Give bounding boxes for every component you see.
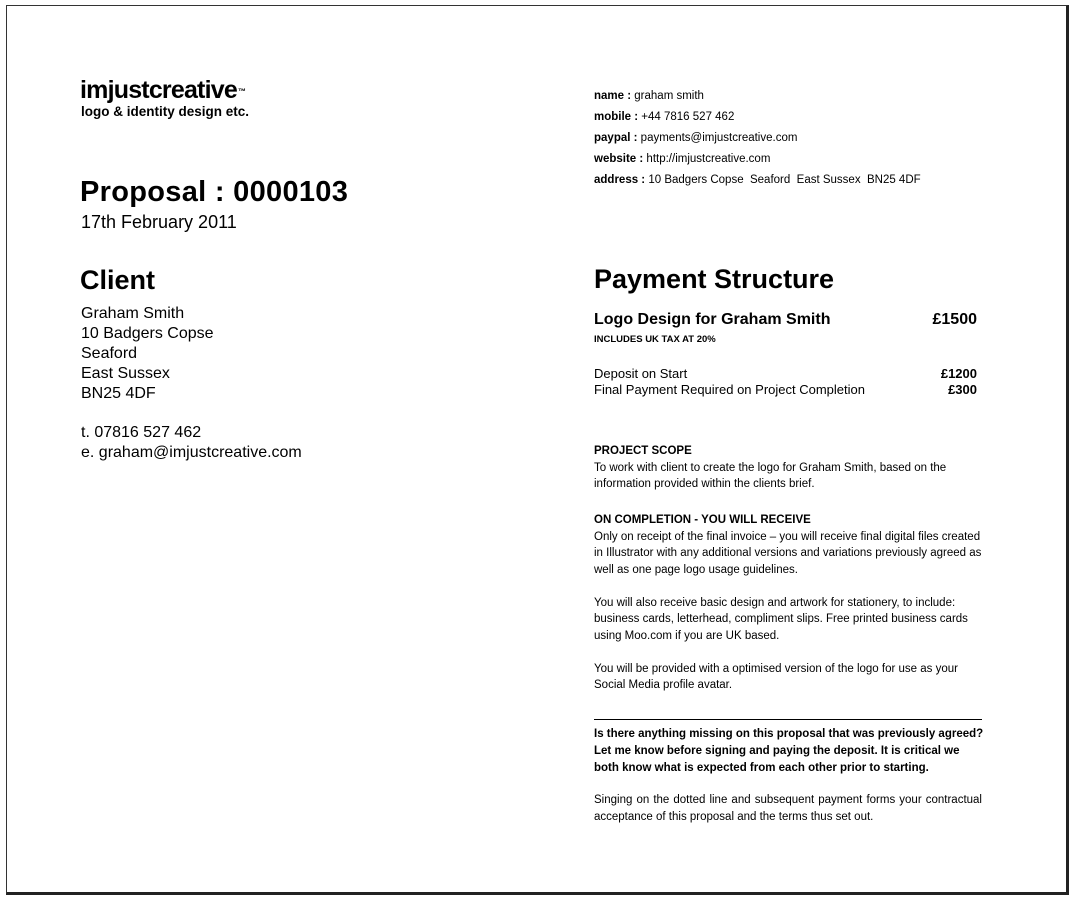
contact-value: payments@imjustcreative.com — [640, 132, 798, 144]
signing-note: Singing on the dotted line and subsequent payment forms your contractual acceptance of this proposal and the terms thus set out. — [594, 794, 982, 823]
tax-note: INCLUDES UK TAX AT 20% — [594, 334, 716, 345]
client-address-line: East Sussex — [81, 365, 170, 382]
contact-label: name : — [594, 90, 632, 102]
brand-logo — [80, 75, 246, 105]
client-email: e. graham@imjustcreative.com — [81, 444, 302, 461]
contact-website — [594, 149, 921, 170]
payment-line-amount: £1200 — [940, 366, 977, 381]
contact-value: http://imjustcreative.com — [646, 153, 771, 165]
completion-paragraph: You will be provided with a optimised version of the logo for use as your Social Media profile avatar. — [594, 662, 958, 691]
payment-item — [594, 310, 977, 330]
client-contact — [81, 423, 302, 463]
contact-address — [594, 170, 921, 191]
completion-heading: ON COMPLETION - YOU WILL RECEIVE — [594, 514, 811, 526]
payment-line-label: Deposit on Start — [594, 366, 688, 381]
client-address-line: Seaford — [81, 345, 138, 362]
contact-details — [594, 86, 921, 191]
proposal-title: Proposal : 0000103 — [80, 176, 349, 208]
payment-line-final — [594, 382, 977, 398]
payment-item-price: £1500 — [932, 311, 977, 328]
contact-value: 10 Badgers Copse Seaford East Sussex BN25 4DF — [648, 174, 921, 186]
client-address — [81, 304, 214, 404]
payment-line-deposit — [594, 366, 977, 382]
client-heading: Client — [80, 265, 156, 295]
missing-items-note: Is there anything missing on this proposal that was previously agreed? Let me know before signing and paying the deposit. It is critical we both know what is expected from each other prior to starting. — [594, 728, 984, 774]
contact-label: website : — [594, 153, 644, 165]
payment-line-amount: £300 — [948, 382, 977, 397]
contact-paypal — [594, 128, 921, 149]
completion-paragraph: You will also receive basic design and artwork for stationery, to include: business cards, letterhead, compliment slips. Free printed business cards using Moo.com if you are UK based. — [594, 596, 968, 642]
payment-line-label: Final Payment Required on Project Completion — [594, 382, 865, 397]
project-scope-heading: PROJECT SCOPE — [594, 445, 692, 457]
client-address-line: BN25 4DF — [81, 385, 156, 402]
project-scope-text: To work with client to create the logo for Graham Smith, based on the information provided within the clients brief. — [594, 461, 947, 490]
client-address-line: 10 Badgers Copse — [81, 325, 214, 342]
contact-value: graham smith — [634, 90, 704, 102]
client-address-line: Graham Smith — [81, 305, 185, 322]
client-phone: t. 07816 527 462 — [81, 424, 202, 441]
completion-section — [594, 512, 984, 694]
completion-paragraph: Only on receipt of the final invoice – you will receive final digital files created in Illustrator with any additional versions and variations previously agreed as well as one page logo usage guidelines. — [594, 530, 982, 576]
contact-label: mobile : — [594, 111, 639, 123]
contact-mobile — [594, 107, 921, 128]
payment-item-name: Logo Design for Graham Smith — [594, 311, 831, 328]
contact-label: paypal : — [594, 132, 638, 144]
trademark-mark: ™ — [237, 87, 246, 96]
project-scope — [594, 443, 984, 493]
contact-label: address : — [594, 174, 646, 186]
proposal-date: 17th February 2011 — [81, 212, 237, 232]
contact-value: +44 7816 527 462 — [641, 111, 735, 123]
brand-name: imjustcreative — [80, 76, 237, 104]
brand-tagline: logo & identity design etc. — [81, 104, 250, 119]
contact-name — [594, 86, 921, 107]
payment-heading: Payment Structure — [594, 264, 835, 294]
section-divider — [594, 719, 982, 720]
payment-lines — [594, 366, 977, 398]
